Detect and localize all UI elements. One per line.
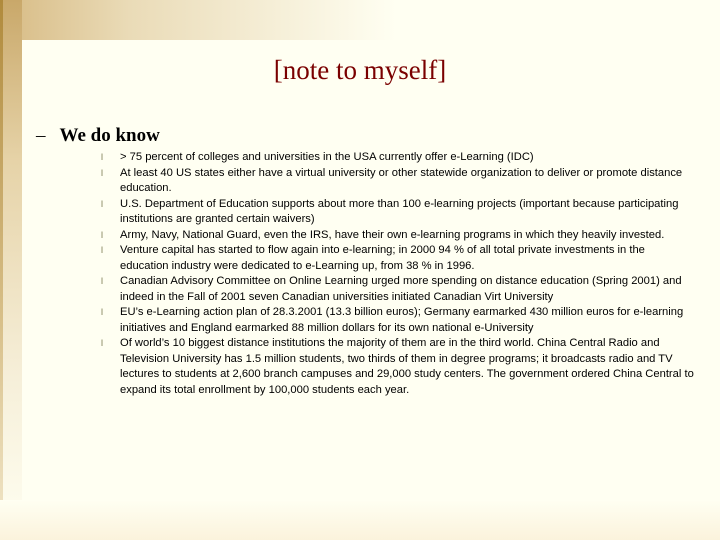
list-item: [100, 197, 696, 228]
list-item-text: Venture capital has started to flow again into e-learning; in 2000 94 % of all total private investments in the education industry were dedicated to e-Learning up, from 38 % in 1996.: [120, 244, 645, 272]
list-item: [100, 228, 696, 244]
list-item: [100, 150, 696, 166]
decorative-bottom-shade: [0, 500, 720, 540]
bullet-icon: l: [101, 276, 103, 286]
list-item: [100, 243, 696, 274]
bullet-list: [100, 150, 696, 398]
list-item-text: EU’s e-Learning action plan of 28.3.2001 (13.3 billion euros); Germany earmarked 430 million euros for e-learning initiatives and England earmarked 88 million dollars for its own national e-University: [120, 306, 684, 334]
list-item-text: U.S. Department of Education supports about more than 100 e-learning projects (important because participating institutions are granted certain waivers): [120, 197, 679, 225]
list-item-text: > 75 percent of colleges and universities in the USA currently offer e-Learning (IDC): [120, 151, 534, 163]
list-item-text: Of world’s 10 biggest distance institutions the majority of them are in the third world. China Central Radio and Television University has 1.5 million students, two thirds of them in degree programs; it broadcasts radio and TV lectures to students at 2,600 branch campuses and 29,000 study centers. The government ordered China Central to expand its total enrollment by 100,000 students each year.: [120, 337, 694, 396]
decorative-top-gradient: [0, 0, 720, 40]
bullet-icon: l: [101, 152, 103, 162]
bullet-icon: l: [101, 229, 103, 240]
list-item-text: Army, Navy, National Guard, even the IRS, have their own e-learning programs in which they heavily invested.: [120, 228, 665, 241]
bullet-icon: l: [101, 245, 103, 255]
list-item: [100, 274, 696, 305]
list-item: [100, 336, 696, 398]
bullet-icon: l: [101, 198, 103, 209]
list-item-text: At least 40 US states either have a virtual university or other statewide organization to deliver or promote distance education.: [120, 166, 683, 194]
section-heading: [36, 125, 160, 147]
list-item: [100, 166, 696, 197]
bullet-icon: l: [101, 307, 103, 317]
list-item-text: Canadian Advisory Committee on Online Learning urged more spending on distance education (Spring 2001) and indeed in the Fall of 2001 seven Canadian universities initiated Canadian Virt University: [120, 275, 682, 303]
heading-text: We do know: [59, 125, 160, 146]
list-item: [100, 305, 696, 336]
slide-title: [note to myself]: [273, 55, 447, 85]
bullet-icon: l: [101, 167, 103, 178]
bullet-icon: l: [101, 338, 103, 348]
heading-dash: –: [36, 125, 46, 146]
